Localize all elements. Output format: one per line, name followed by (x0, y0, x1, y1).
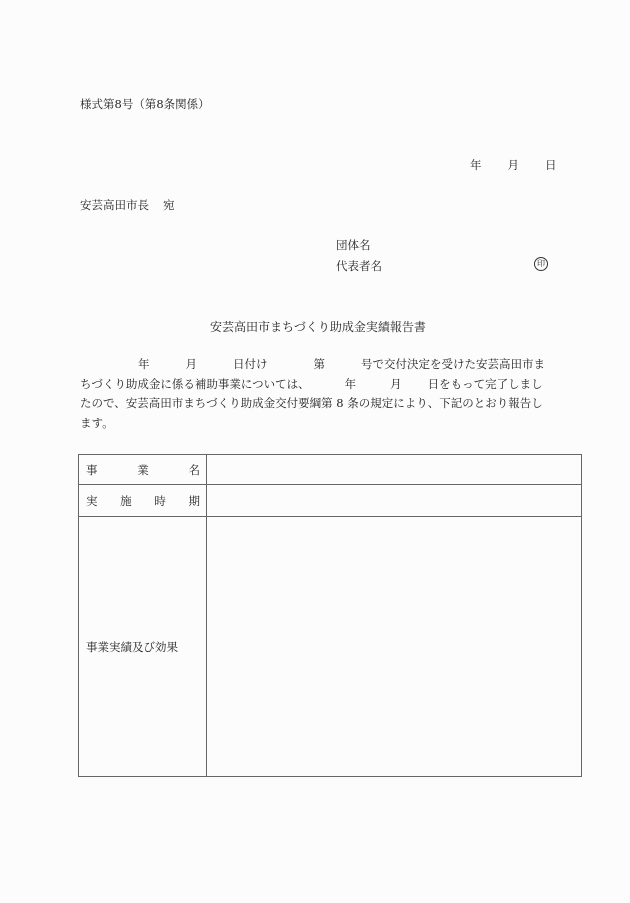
implementation-period-label (79, 485, 207, 517)
body-dai: 第 (313, 357, 325, 371)
report-body-text (80, 355, 555, 433)
results-and-effects-label: 事業実績及び効果 (79, 517, 207, 777)
organization-name-field (336, 237, 371, 253)
date-year-label: 年 (470, 158, 482, 172)
addressee (80, 197, 175, 213)
document-title: 安芸高田市まちづくり助成金実績報告書 (210, 320, 426, 334)
form-number: 様式第8号（第8条関係） (80, 97, 210, 111)
representative-name-label: 代表者名 (336, 259, 382, 273)
report-table (78, 454, 582, 777)
table-row-project-name (79, 455, 582, 485)
body-line-2-rest: 日をもって完了しまし (427, 376, 543, 391)
seal-icon: 印 (534, 257, 548, 271)
body-year-2: 年 (344, 376, 357, 391)
label-char: 施 (120, 493, 132, 508)
label-char: 実 (86, 493, 98, 508)
label-char: 事 (86, 462, 98, 477)
date-month-label: 月 (507, 158, 519, 172)
project-name-label (79, 455, 207, 485)
body-day-suffix: 日付け (233, 357, 268, 371)
submission-date (470, 157, 557, 173)
addressee-name: 安芸高田市長 (80, 198, 149, 212)
project-name-value[interactable] (207, 455, 582, 485)
results-and-effects-value[interactable] (207, 517, 582, 777)
addressee-suffix: 宛 (163, 198, 175, 212)
table-row-period (79, 485, 582, 517)
body-line-2-start: ちづくり助成金に係る補助事業については、 (80, 376, 310, 391)
label-char: 名 (188, 462, 200, 477)
body-line-3: たので、安芸高田市まちづくり助成金交付要綱第 8 条の規定により、下記のとおり報告し (80, 396, 543, 410)
label-char: 業 (137, 462, 149, 477)
body-month-2: 月 (390, 376, 402, 391)
body-month-1: 月 (185, 357, 197, 371)
organization-name-label: 団体名 (336, 238, 371, 252)
body-year-1: 年 (138, 357, 150, 371)
date-day-label: 日 (545, 158, 557, 172)
body-line-2 (80, 375, 555, 395)
body-line-1 (80, 355, 555, 375)
label-char: 時 (154, 493, 166, 508)
representative-name-field (336, 258, 548, 274)
implementation-period-value[interactable] (207, 485, 582, 517)
table-row-results (79, 517, 582, 777)
body-line-4: ます。 (80, 415, 114, 430)
body-line-1-rest: 号で交付決定を受けた安芸高田市ま (361, 357, 545, 371)
label-char: 期 (188, 493, 200, 508)
